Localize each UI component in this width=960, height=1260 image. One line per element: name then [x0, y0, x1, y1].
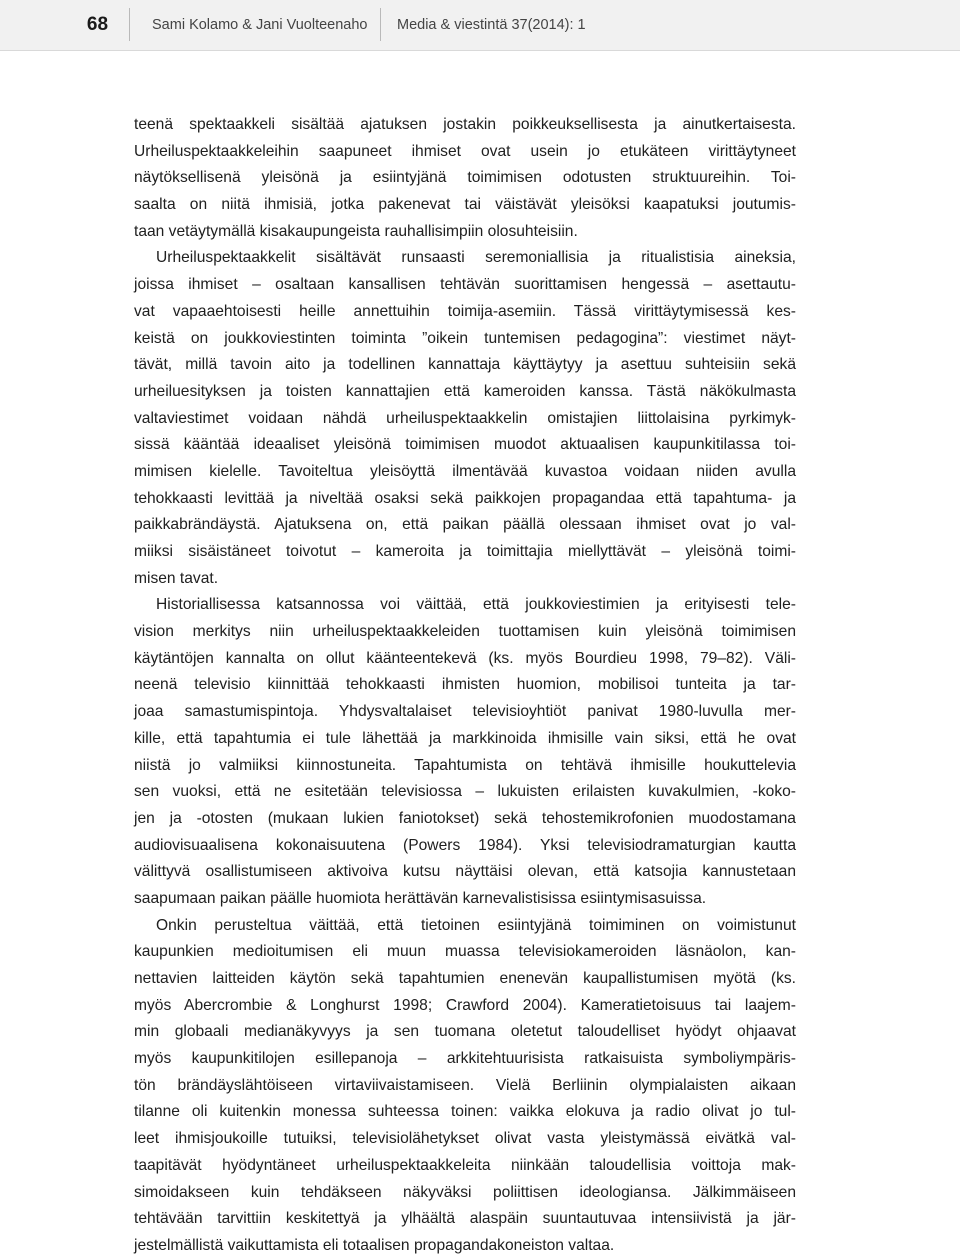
text-line: myös kaupunkitilojen esillepanoja – arkkitehtuurisista ratkaisuista symboliympäris- [134, 1050, 796, 1068]
text-line: paikkabrändäystä. Ajatuksena on, että paikan päällä olessaan ihmiset ovat jo val- [134, 516, 796, 534]
running-head-journal: Media & viestintä 37(2014): 1 [397, 17, 586, 33]
text-line: käytäntöjen kannalta on ollut käänteentekevä (ks. myös Bourdieu 1998, 79–82). Väli- [134, 649, 796, 667]
text-line: vat vapaaehtoisesti heille annettuihin toimija-asemiin. Tässä virittäytymisessä kes- [134, 302, 796, 320]
text-line: urheiluesityksen ja toisten kannattajien että kameroiden kanssa. Tästä näkökulmasta [134, 382, 796, 400]
text-line: jen ja -otosten (mukaan lukien faniotokset) sekä tehostemikrofonien muodostamana [134, 809, 796, 827]
text-line: min globaali medianäkyvyys ja sen tuomana oletetut taloudelliset hyödyt ohjaavat [134, 1023, 796, 1041]
article-body [134, 112, 796, 1260]
paragraph [134, 913, 796, 1260]
text-line: neenä televisio kiinnittää tehokkaasti ihmisten huomion, mobilisoi tunteita ja tar- [134, 676, 796, 694]
text-line: tehtävään tarvittiin keskitettyä ja ylhäältä alaspäin suuntautuvaa intensiivistä ja jär- [134, 1210, 796, 1228]
text-line: myös Abercrombie & Longhurst 1998; Crawford 2004). Kameratietoisuus tai laajem- [134, 996, 796, 1014]
text-line: tilanne oli kuitenkin monessa suhteessa toinen: vaikka elokuva ja radio olivat jo tul- [134, 1103, 796, 1121]
text-line: simoidakseen kuin tehdäkseen näkyväksi poliittisen ideologiansa. Jälkimmäiseen [134, 1183, 796, 1201]
text-line: audiovisuaalisena kokonaisuutena (Powers 1984). Yksi televisiodramaturgian kautta [134, 836, 796, 854]
text-line: joissa ihmiset – osaltaan kansallisen tehtävän suorittamisen hengessä – asettautu- [134, 276, 796, 294]
text-line: niistä jo valmiiksi kiinnostuneita. Tapahtumista on tehtävä ihmisille houkuttelevia [134, 756, 796, 774]
text-line: jestelmällistä vaikuttamista eli totaalisen propagandakoneiston valtaa. [134, 1236, 615, 1254]
text-line: taan vetäytymällä kisakaupungeista rauhallisimpiin olosuhteisiin. [134, 222, 578, 240]
text-line: tön brändäyslähtöiseen virtaviivaistamiseen. Vielä Berliinin olympialaisten aikaan [134, 1076, 796, 1094]
text-line: teenä spektaakkeli sisältää ajatuksen jostakin poikkeuksellisesta ja ainutkertaisesta. [134, 116, 796, 133]
text-line: valtaviestimet voidaan nähdä urheiluspektaakkelin omistajien liittolaisina pyrkimyk- [134, 409, 796, 427]
text-line: sissä kääntää ideaaliset yleisönä toimimisen muodot aktuaalisen kaupunkitilassa toi- [134, 436, 796, 454]
text-line: näytöksellisenä yleisönä ja esiintyjänä toimimisen odotusten struktuureihin. Toi- [134, 169, 796, 187]
text-line: vision merkitys niin urheiluspektaakkeleiden tuottamisen kuin yleisönä toimimisen [134, 623, 796, 641]
paragraph [134, 245, 796, 592]
text-line: kille, että tapahtumia ei tule lähettää ja markkinoida ihmisille vain siksi, että he ovat [134, 729, 796, 747]
running-head-authors: Sami Kolamo & Jani Vuolteenaho [152, 17, 368, 33]
text-line: keistä on joukkoviestinten toiminta ”oikein tuntemisen pedagogina”: viestimet näyt- [134, 329, 796, 347]
text-line: leet ihmisjoukoille tutuiksi, televisiolähetykset olivat vasta yleistymässä eivätkä val- [134, 1130, 796, 1148]
text-line: kaupunkien medioitumisen eli muun muassa televisiokameroiden läsnäolon, kan- [134, 943, 796, 961]
text-line: tävät, millä tavoin aito ja todellinen kannattaja käyttäytyy ja asettuu suhteisiin sekä [134, 356, 796, 374]
header-divider [380, 8, 381, 41]
text-line: Historiallisessa katsannossa voi väittää, että joukkoviestimien ja erityisesti tele- [156, 596, 796, 614]
page-header [0, 0, 960, 51]
text-line: misen tavat. [134, 569, 219, 587]
text-line: Onkin perusteltua väittää, että tietoinen esiintyjänä toimiminen on voimistunut [156, 916, 796, 934]
text-line: joaa samastumispintoja. Yhdysvaltalaiset televisioyhtiöt panivat 1980-luvulla mer- [134, 703, 796, 721]
text-line: Urheiluspektaakkelit sisältävät runsaasti seremoniallisia ja ritualistisia aineksia, [156, 249, 796, 267]
header-divider [129, 8, 130, 41]
text-line: saapumaan paikan päälle huomiota herättävän karnevalistisissa esiintymisasuissa. [134, 889, 707, 907]
text-line: Urheiluspektaakkeleihin saapuneet ihmiset ovat usein jo etukäteen virittäytyneet [134, 142, 796, 160]
paragraph [134, 592, 796, 912]
text-line: välittyvä osallistumiseen aktivoiva kutsu näyttäisi olevan, että katsojia kannustetaan [134, 863, 796, 881]
page-number: 68 [86, 14, 109, 35]
text-line: taapitävät hyödyntäneet urheiluspektaakkeleita niinkään taloudellisia voittoja mak- [134, 1156, 796, 1174]
text-line: sen vuoksi, että ne esitetään televisiossa – lukuisten erilaisten kuvakulmien, -koko- [134, 783, 796, 801]
text-line: nettavien laitteiden käytön sekä tapahtumien enenevän kaupallistumisen myötä (ks. [134, 970, 796, 987]
text-line: tehokkaasti levittää ja niveltää osaksi sekä paikkojen propagandaa että tapahtuma- ja [134, 489, 796, 507]
text-line: mimisen kielelle. Tavoiteltua yleisöyttä ilmentävää kuvastoa voidaan niiden avulla [134, 462, 796, 480]
text-line: saalta on niitä ihmisiä, jotka pakenevat tai väistävät yleisöksi kaapatuksi joutumis- [134, 196, 796, 214]
paragraph [134, 112, 796, 245]
text-line: miiksi sisäistäneet toivotut – kameroita ja toimittajia miellyttävät – yleisönä toimi- [134, 543, 796, 560]
